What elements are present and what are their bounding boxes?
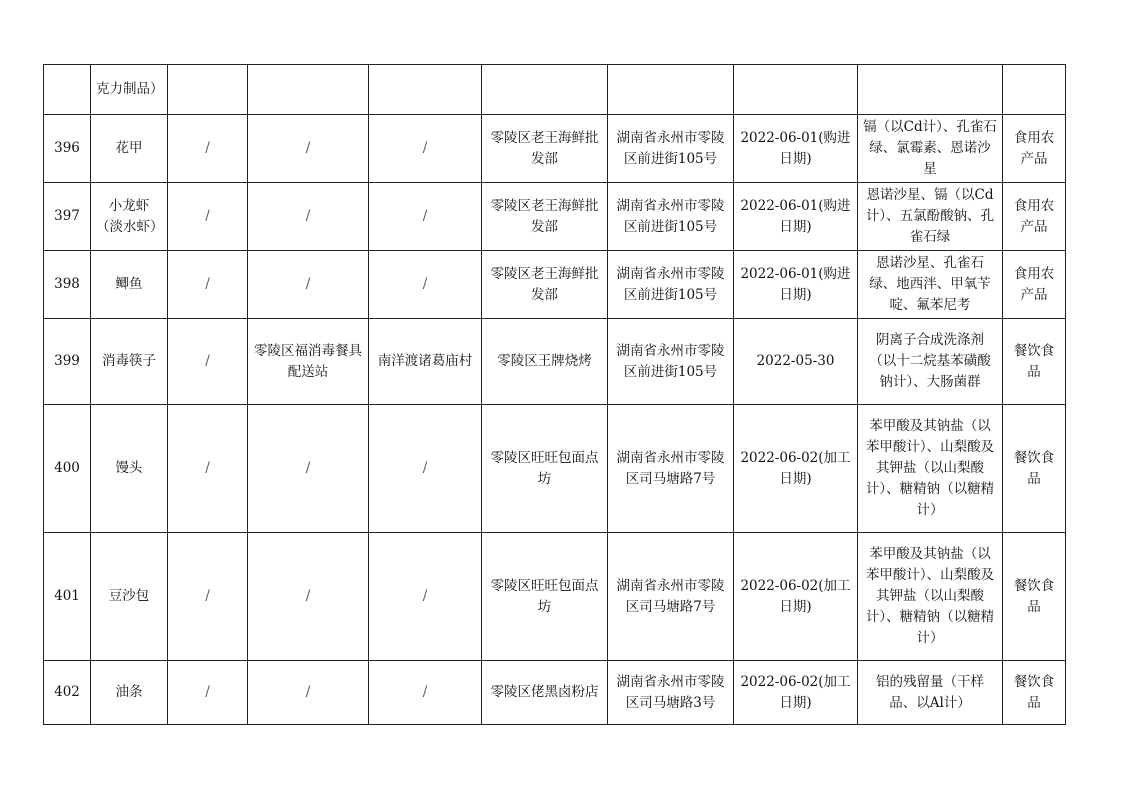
producer-cell: / xyxy=(248,183,369,251)
producer-cell: 零陵区福消毒餐具配送站 xyxy=(248,319,369,405)
brand-cell: / xyxy=(168,661,248,725)
row-number: 401 xyxy=(44,533,91,661)
shop-address: 湖南省永州市零陵区前进街105号 xyxy=(608,115,734,183)
product-name: 花甲 xyxy=(91,115,168,183)
producer-address-cell: / xyxy=(369,183,482,251)
table-row xyxy=(44,115,1066,183)
producer-address-cell xyxy=(369,65,482,115)
sampled-shop xyxy=(482,65,608,115)
producer-cell: / xyxy=(248,405,369,533)
production-date: 2022-06-01(购进日期) xyxy=(734,115,858,183)
production-date: 2022-06-02(加工日期) xyxy=(734,533,858,661)
production-date: 2022-06-02(加工日期) xyxy=(734,405,858,533)
food-category: 餐饮食品 xyxy=(1003,319,1066,405)
test-items: 阴离子合成洗涤剂（以十二烷基苯磺酸钠计）、大肠菌群 xyxy=(858,319,1003,405)
test-items: 恩诺沙星、孔雀石绿、地西泮、甲氧苄啶、氟苯尼考 xyxy=(858,251,1003,319)
producer-cell: / xyxy=(248,661,369,725)
brand-cell: / xyxy=(168,251,248,319)
product-name: 馒头 xyxy=(91,405,168,533)
test-items: 铝的残留量（干样品、以Al计） xyxy=(858,661,1003,725)
food-category: 食用农产品 xyxy=(1003,115,1066,183)
table-row xyxy=(44,661,1066,725)
shop-address: 湖南省永州市零陵区前进街105号 xyxy=(608,319,734,405)
product-name: 豆沙包 xyxy=(91,533,168,661)
row-number: 399 xyxy=(44,319,91,405)
inspection-table xyxy=(43,64,1066,725)
test-items: 苯甲酸及其钠盐（以苯甲酸计）、山梨酸及其钾盐（以山梨酸计）、糖精钠（以糖精计） xyxy=(858,533,1003,661)
food-category: 食用农产品 xyxy=(1003,183,1066,251)
sampled-shop: 零陵区老王海鲜批发部 xyxy=(482,115,608,183)
producer-cell: / xyxy=(248,533,369,661)
shop-address: 湖南省永州市零陵区司马塘路7号 xyxy=(608,405,734,533)
brand-cell: / xyxy=(168,115,248,183)
brand-cell: / xyxy=(168,183,248,251)
product-name: 消毒筷子 xyxy=(91,319,168,405)
producer-address-cell: / xyxy=(369,405,482,533)
row-number: 397 xyxy=(44,183,91,251)
test-items xyxy=(858,65,1003,115)
producer-address-cell: / xyxy=(369,115,482,183)
food-category: 食用农产品 xyxy=(1003,251,1066,319)
sampled-shop: 零陵区旺旺包面点坊 xyxy=(482,533,608,661)
shop-address: 湖南省永州市零陵区前进街105号 xyxy=(608,183,734,251)
sampled-shop: 零陵区旺旺包面点坊 xyxy=(482,405,608,533)
sampled-shop: 零陵区老王海鲜批发部 xyxy=(482,251,608,319)
sampled-shop: 零陵区王牌烧烤 xyxy=(482,319,608,405)
food-category: 餐饮食品 xyxy=(1003,533,1066,661)
brand-cell: / xyxy=(168,405,248,533)
table-row xyxy=(44,533,1066,661)
production-date: 2022-05-30 xyxy=(734,319,858,405)
producer-cell: / xyxy=(248,115,369,183)
food-category: 餐饮食品 xyxy=(1003,661,1066,725)
brand-cell: / xyxy=(168,319,248,405)
production-date: 2022-06-01(购进日期) xyxy=(734,183,858,251)
product-name: 油条 xyxy=(91,661,168,725)
table-row xyxy=(44,183,1066,251)
brand-cell xyxy=(168,65,248,115)
table-row xyxy=(44,251,1066,319)
producer-address-cell: / xyxy=(369,533,482,661)
row-number: 402 xyxy=(44,661,91,725)
production-date xyxy=(734,65,858,115)
test-items: 镉（以Cd计）、孔雀石绿、氯霉素、恩诺沙星 xyxy=(858,115,1003,183)
table-row xyxy=(44,65,1066,115)
table-row xyxy=(44,405,1066,533)
row-number: 396 xyxy=(44,115,91,183)
row-number: 398 xyxy=(44,251,91,319)
product-name: 小龙虾（淡水虾） xyxy=(91,183,168,251)
shop-address: 湖南省永州市零陵区前进街105号 xyxy=(608,251,734,319)
food-category: 餐饮食品 xyxy=(1003,405,1066,533)
row-number: 400 xyxy=(44,405,91,533)
product-name: 鲫鱼 xyxy=(91,251,168,319)
product-name: 克力制品） xyxy=(91,65,168,115)
producer-cell xyxy=(248,65,369,115)
food-category xyxy=(1003,65,1066,115)
shop-address xyxy=(608,65,734,115)
production-date: 2022-06-02(加工日期) xyxy=(734,661,858,725)
producer-address-cell: 南洋渡诸葛庙村 xyxy=(369,319,482,405)
sampled-shop: 零陵区老王海鲜批发部 xyxy=(482,183,608,251)
row-number xyxy=(44,65,91,115)
production-date: 2022-06-01(购进日期) xyxy=(734,251,858,319)
producer-address-cell: / xyxy=(369,661,482,725)
producer-cell: / xyxy=(248,251,369,319)
shop-address: 湖南省永州市零陵区司马塘路3号 xyxy=(608,661,734,725)
table-row xyxy=(44,319,1066,405)
test-items: 苯甲酸及其钠盐（以苯甲酸计）、山梨酸及其钾盐（以山梨酸计）、糖精钠（以糖精计） xyxy=(858,405,1003,533)
sampled-shop: 零陵区佬黑卤粉店 xyxy=(482,661,608,725)
producer-address-cell: / xyxy=(369,251,482,319)
brand-cell: / xyxy=(168,533,248,661)
shop-address: 湖南省永州市零陵区司马塘路7号 xyxy=(608,533,734,661)
test-items: 恩诺沙星、镉（以Cd计）、五氯酚酸钠、孔雀石绿 xyxy=(858,183,1003,251)
